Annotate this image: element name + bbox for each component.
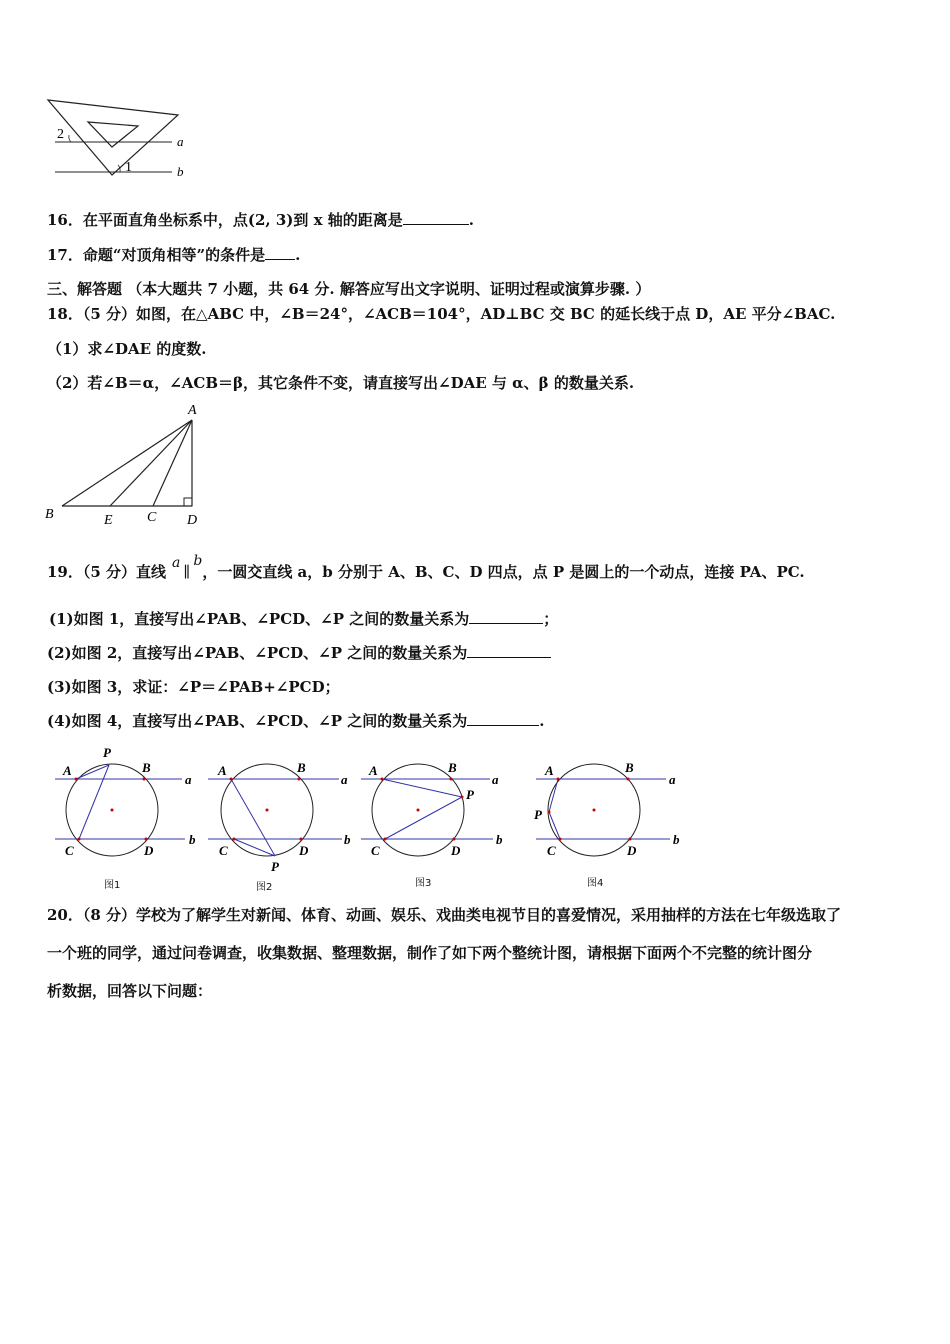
question-17: 17．命题“对顶角相等”的条件是 .	[47, 246, 301, 264]
svg-text:C: C	[219, 843, 228, 858]
svg-text:A: A	[545, 763, 554, 778]
question-20-line-2: 一个班的同学，通过问卷调查，收集数据、整理数据，制作了如下两个整统计图，请根据下面两个不完整的统计图分	[47, 944, 813, 962]
point-P	[461, 796, 464, 799]
svg-text:P: P	[271, 859, 279, 874]
caption-fig-3: 图3	[415, 878, 432, 889]
question-19-part-2: (2)如图 2，直接写出∠PAB、∠PCD、∠P 之间的数量关系为	[47, 643, 551, 663]
label-angle-1: 1	[125, 160, 132, 175]
point-C	[384, 838, 387, 841]
segment-ae	[110, 420, 192, 506]
point-D	[453, 838, 456, 841]
question-18: 18．（5 分）如图，在△ABC 中，∠B＝24°，∠ACB＝104°，AD⊥BC 交 BC 的延长线于点 D，AE 平分∠BAC.	[47, 305, 836, 323]
svg-text:B: B	[625, 760, 634, 775]
answer-blank-17	[265, 245, 295, 260]
answer-blank-19-4	[467, 711, 539, 726]
point-A	[381, 778, 384, 781]
point-C	[233, 838, 236, 841]
question-18-part-2: （2）若∠B＝α，∠ACB＝β，其它条件不变，请直接写出∠DAE 与 α、β 的数量关系.	[47, 374, 635, 392]
figure-19-2	[205, 742, 355, 877]
figure-19-3	[358, 742, 513, 862]
svg-text:b: b	[189, 832, 196, 847]
center-dot	[417, 809, 420, 812]
label-B: B	[45, 507, 54, 522]
svg-text:B: B	[142, 760, 151, 775]
svg-text:a: a	[492, 772, 499, 787]
point-B	[450, 778, 453, 781]
svg-text:a: a	[341, 772, 348, 787]
point-A	[75, 778, 78, 781]
inner-triangle	[88, 122, 138, 147]
svg-text:P: P	[466, 787, 474, 802]
question-19-part-3: (3)如图 3，求证：∠P＝∠PAB+∠PCD；	[47, 678, 340, 696]
point-B	[627, 778, 630, 781]
outer-triangle	[48, 100, 178, 175]
svg-text:A: A	[63, 763, 72, 778]
figure-triangle-rulers	[40, 95, 200, 185]
section-3-heading: 三、解答题 （本大题共 7 小题，共 64 分. 解答应写出文字说明、证明过程或演算步骤. ）	[47, 280, 651, 298]
svg-text:b: b	[344, 832, 351, 847]
point-A	[557, 778, 560, 781]
svg-text:a: a	[669, 772, 676, 787]
center-dot	[593, 809, 596, 812]
svg-text:D: D	[451, 843, 461, 858]
svg-text:D: D	[299, 843, 309, 858]
segment-pa	[231, 779, 275, 856]
question-19-part-1: (1)如图 1，直接写出∠PAB、∠PCD、∠P 之间的数量关系为 ；	[49, 610, 559, 628]
svg-text:D: D	[627, 843, 637, 858]
caption-fig-2: 图2	[256, 882, 273, 893]
label-b: b	[177, 164, 184, 179]
svg-text:B: B	[297, 760, 306, 775]
label-A: A	[188, 403, 197, 418]
answer-blank-19-1	[469, 609, 543, 624]
svg-text:D: D	[144, 843, 154, 858]
point-C	[559, 838, 562, 841]
point-D	[629, 838, 632, 841]
svg-text:A: A	[369, 763, 378, 778]
angle-2-arc	[69, 135, 71, 142]
svg-text:B: B	[448, 760, 457, 775]
point-B	[298, 778, 301, 781]
svg-text:C: C	[547, 843, 556, 858]
svg-text:A: A	[218, 763, 227, 778]
caption-fig-4: 图4	[587, 878, 604, 889]
question-16: 16．在平面直角坐标系中，点(2, 3)到 x 轴的距离是 .	[47, 211, 475, 229]
question-20-line-3: 析数据，回答以下问题：	[47, 982, 213, 1000]
center-dot	[266, 809, 269, 812]
caption-fig-1: 图1	[104, 880, 121, 891]
label-E: E	[104, 513, 113, 528]
figure-19-1	[50, 742, 200, 862]
point-D	[145, 838, 148, 841]
label-D: D	[187, 513, 198, 528]
question-19: 19．（5 分）直线 a ∥b，一圆交直线 a，b 分别于 A、B、C、D 四点，点 P 是圆上的一个动点，连接 PA、PC.	[47, 553, 805, 581]
question-20-line-1: 20．（8 分）学校为了解学生对新闻、体育、动画、娱乐、戏曲类电视节目的喜爱情况，采用抽样的方法在七年级选取了	[47, 906, 842, 924]
right-angle-mark	[184, 498, 192, 506]
label-angle-2: 2	[57, 127, 64, 142]
question-18-part-1: （1）求∠DAE 的度数.	[47, 340, 207, 358]
answer-blank-16	[403, 210, 469, 225]
label-C: C	[147, 510, 157, 525]
svg-text:C: C	[65, 843, 74, 858]
segment-pa	[382, 779, 462, 797]
point-B	[143, 778, 146, 781]
label-a: a	[177, 134, 184, 149]
figure-19-4	[528, 742, 688, 862]
answer-blank-19-2	[467, 643, 551, 658]
svg-text:P: P	[534, 807, 542, 822]
figure-triangle-abc	[40, 400, 220, 530]
point-C	[78, 838, 81, 841]
point-A	[230, 778, 233, 781]
svg-text:b: b	[496, 832, 503, 847]
point-D	[300, 838, 303, 841]
svg-text:a: a	[185, 772, 192, 787]
svg-text:P: P	[103, 745, 111, 760]
center-dot	[111, 809, 114, 812]
question-19-part-4: (4)如图 4，直接写出∠PAB、∠PCD、∠P 之间的数量关系为 .	[47, 712, 545, 730]
svg-text:C: C	[371, 843, 380, 858]
segment-pc	[385, 797, 462, 839]
svg-text:b: b	[673, 832, 680, 847]
point-P	[548, 811, 551, 814]
